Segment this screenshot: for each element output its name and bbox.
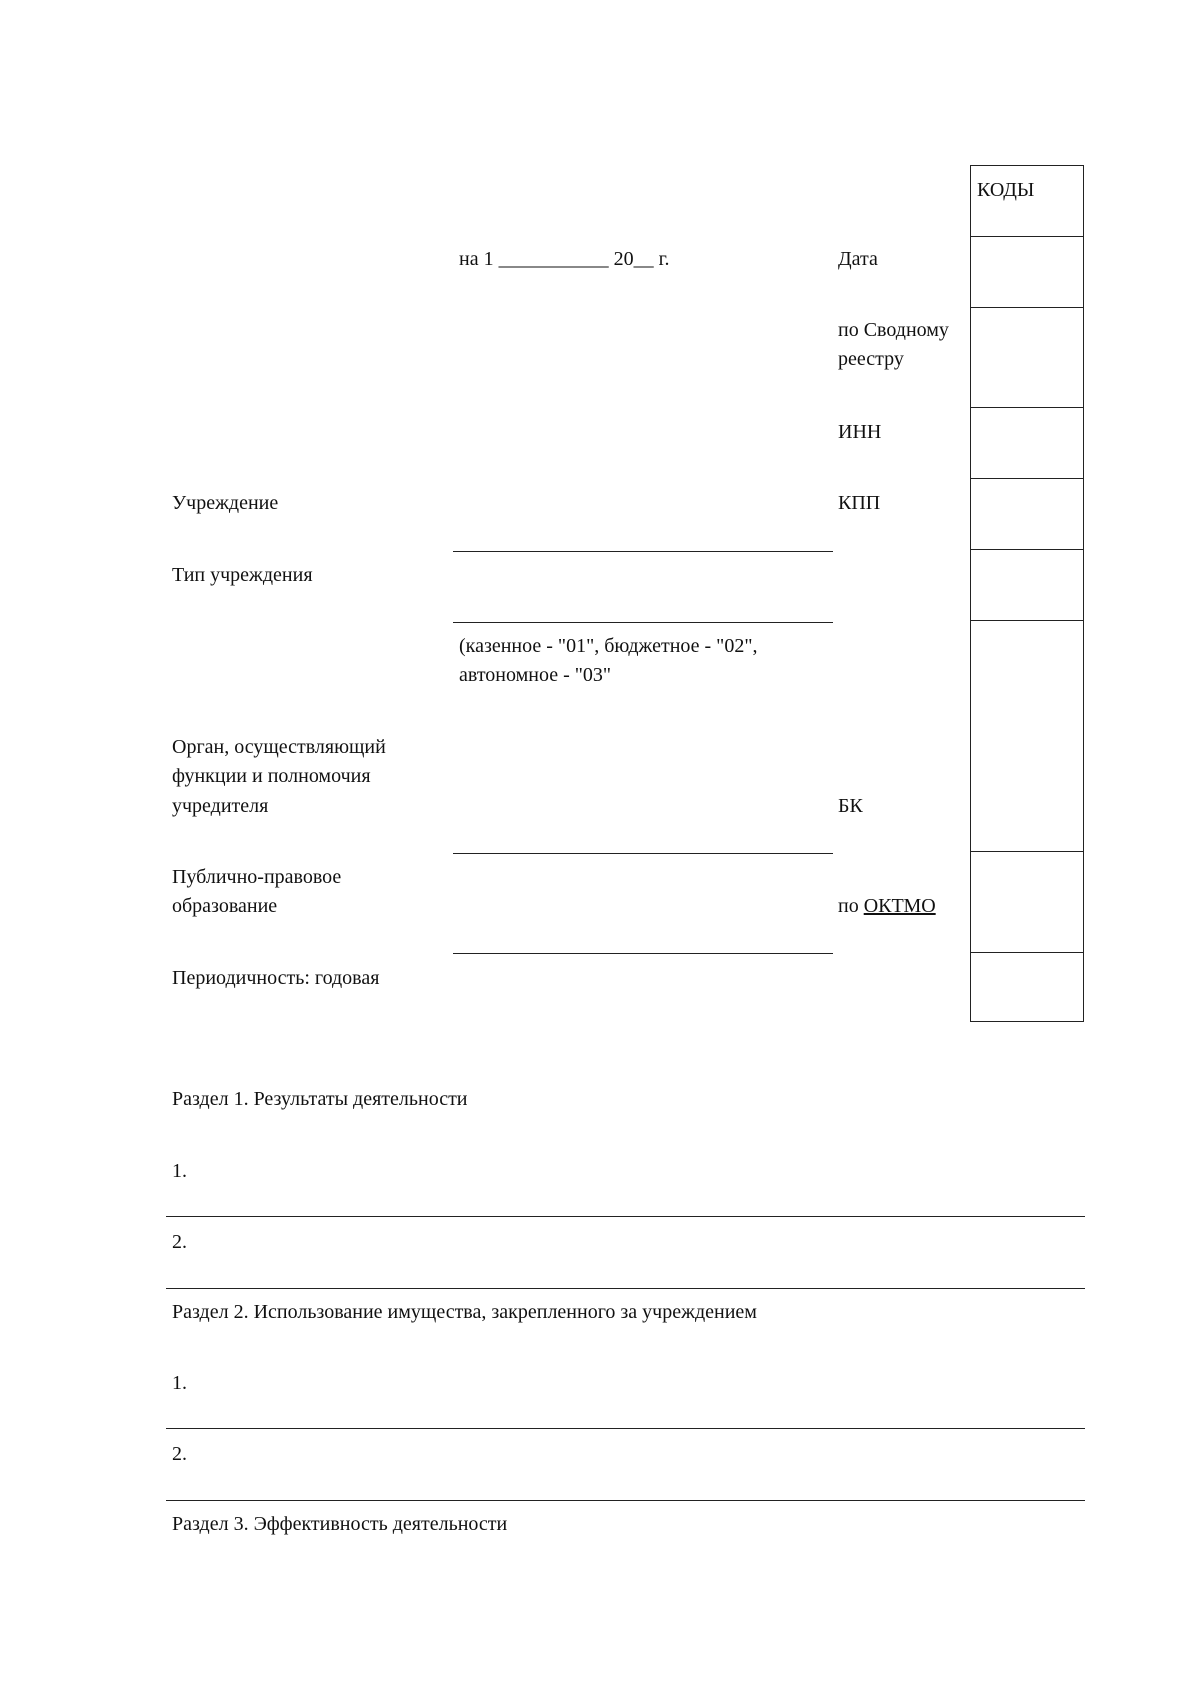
- label-founder-2: функции и полномочия: [172, 765, 371, 787]
- type-hint-1: (казенное - "01", бюджетное - "02",: [459, 635, 758, 657]
- label-institution: Учреждение: [172, 492, 279, 514]
- report-date-line: на 1 ___________ 20__ г.: [459, 248, 670, 270]
- section-2-title: Раздел 2. Использование имущества, закрепленного за учреждением: [172, 1301, 757, 1323]
- label-date: Дата: [838, 248, 878, 270]
- code-cell-svod[interactable]: [971, 307, 1083, 308]
- label-founder-1: Орган, осуществляющий: [172, 736, 386, 758]
- label-oktmo: [838, 892, 936, 921]
- section-1-item-1-line[interactable]: [166, 1216, 1085, 1217]
- label-svod-1: по Сводному: [838, 319, 949, 341]
- oktmo-link[interactable]: ОКТМО: [863, 895, 936, 917]
- section-2-item-1-line[interactable]: [166, 1428, 1085, 1429]
- code-cell-kpp[interactable]: [971, 478, 1083, 479]
- public-field-line[interactable]: [453, 953, 833, 954]
- codes-title: КОДЫ: [977, 179, 1035, 201]
- label-bk: БК: [838, 795, 863, 817]
- code-cell-periodicity[interactable]: [971, 952, 1083, 953]
- code-cell-inn[interactable]: [971, 407, 1083, 408]
- institution-field-line[interactable]: [453, 551, 833, 552]
- institution-type-field-line[interactable]: [453, 622, 833, 623]
- section-1-title: Раздел 1. Результаты деятельности: [172, 1088, 468, 1110]
- label-svod-2: реестру: [838, 348, 904, 370]
- label-oktmo-prefix: по: [838, 895, 864, 917]
- section-1-item-1: 1.: [172, 1160, 187, 1182]
- label-kpp: КПП: [838, 492, 881, 514]
- codes-table: [970, 165, 1084, 1022]
- section-2-item-2: 2.: [172, 1443, 187, 1465]
- founder-field-line[interactable]: [453, 853, 833, 854]
- section-2-item-1: 1.: [172, 1372, 187, 1394]
- label-inn: ИНН: [838, 421, 882, 443]
- section-1-item-2: 2.: [172, 1231, 187, 1253]
- section-2-item-2-line[interactable]: [166, 1500, 1085, 1501]
- code-cell-type[interactable]: [971, 549, 1083, 550]
- label-periodicity: Периодичность: годовая: [172, 967, 380, 989]
- type-hint-2: автономное - "03": [459, 664, 612, 686]
- section-3-title: Раздел 3. Эффективность деятельности: [172, 1513, 508, 1535]
- label-institution-type: Тип учреждения: [172, 564, 313, 586]
- code-cell-oktmo[interactable]: [971, 851, 1083, 852]
- code-cell-date[interactable]: [971, 236, 1083, 237]
- label-founder-3: учредителя: [172, 795, 269, 817]
- code-cell-bk[interactable]: [971, 620, 1083, 621]
- label-public-2: образование: [172, 895, 278, 917]
- label-public-1: Публично-правовое: [172, 866, 342, 888]
- section-1-item-2-line[interactable]: [166, 1288, 1085, 1289]
